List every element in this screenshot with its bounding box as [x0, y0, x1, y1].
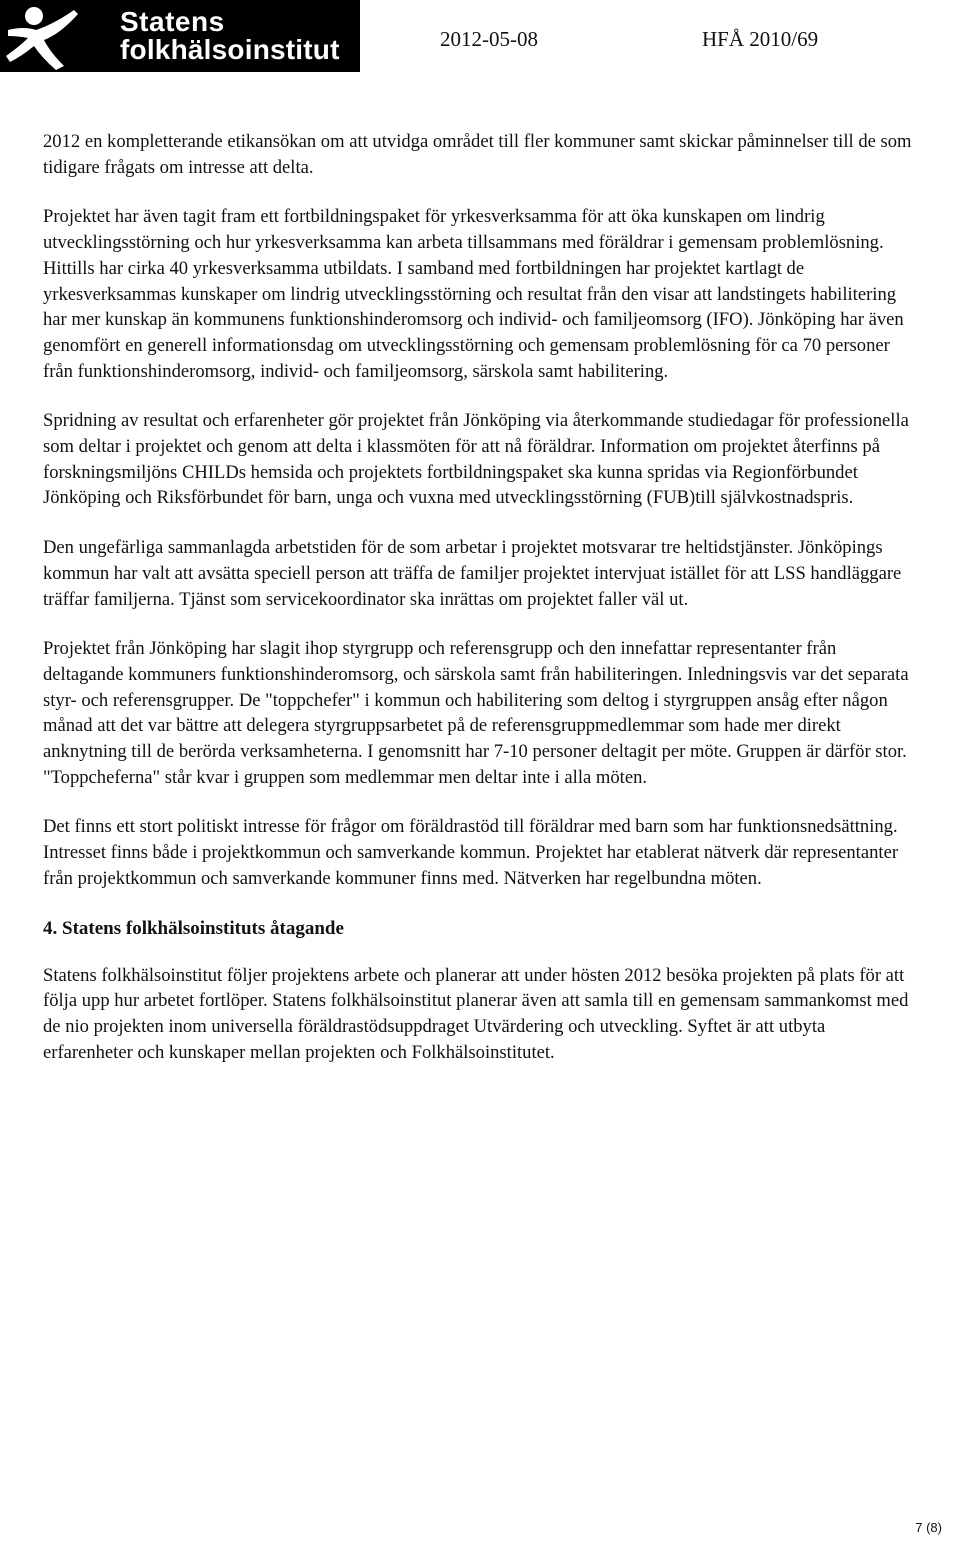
- logo-line-2: folkhälsoinstitut: [120, 34, 340, 65]
- document-reference: HFÅ 2010/69: [702, 27, 819, 51]
- body-paragraph-5: Projektet från Jönköping har slagit ihop styrgrupp och referensgrupp och den innefattar representanter från deltagande kommuners funktionshinderomsorg, och särskola samt från habiliteringen. Inledningsvis var det separata styr- och referensgrupper. De "toppchefer" i kommun och habilitering som deltog i styrgruppen ansåg efter någon månad att det var bättre att delegera styrgruppsarbetet på de referensgruppmedlemmar som hade mer direkt anknytning till de berörda verksamheterna. I genomsnitt har 7-10 personer deltagit per möte. Gruppen är därför stor. "Toppcheferna" står kvar i gruppen som medlemmar men deltar inte i alla möten.: [43, 638, 909, 788]
- body-paragraph-4: Den ungefärliga sammanlagda arbetstiden för de som arbetar i projektet motsvarar tre heltidstjänster. Jönköpings kommun har valt att avsätta speciell person att träffa de familjer projektet intervjuat istället för att LSS handläggare träffar familjerna. Tjänst som servicekoordinator ska inrättas om projektet faller väl ut.: [43, 537, 902, 610]
- section-heading: 4. Statens folkhälsoinstituts åtagande: [43, 917, 344, 939]
- body-paragraph-6: Det finns ett stort politiskt intresse för frågor om föräldrastöd till föräldrar med barn som har funktionsnedsättning. Intresset finns både i projektkommun och samverkande kommun. Projektet har etablerat nätverk där representanter från projektkommun och samverkande kommuner finns med. Nätverken har regelbundna möten.: [43, 816, 899, 889]
- logo-line-1: Statens: [120, 6, 225, 37]
- agency-logo: [0, 0, 360, 72]
- figure-logo-icon: [0, 0, 110, 72]
- body-paragraph-3: Spridning av resultat och erfarenheter gör projektet från Jönköping via återkommande studiedagar för professionella som deltar i projektet och genom att delta i klassmöten för att nå föräldrar. Information om projektet återfinns på forskningsmiljöns CHILDs hemsida och projektets fortbildningspaket ska kunna spridas via Regionförbundet Jönköping och Riksförbundet för barn, unga och vuxna med utvecklingsstörning (FUB)till självkostnadspris.: [43, 410, 909, 509]
- page-number: 7 (8): [915, 1520, 942, 1535]
- logo-wordmark: [110, 8, 340, 64]
- document-date: 2012-05-08: [440, 27, 538, 51]
- document-body: [43, 129, 913, 1089]
- body-paragraph-2: Projektet har även tagit fram ett fortbildningspaket för yrkesverksamma för att öka kunskapen om lindrig utvecklingsstörning och hur yrkesverksamma kan arbeta tillsammans med föräldrar i gemensam problemlösning. Hittills har cirka 40 yrkesverksamma utbildats. I samband med fortbildningen har projektet kartlagt de yrkesverksammas kunskaper om lindrig utvecklingsstörning och resultat från den visar att landstingets habilitering har mer kunskap än kommunens funktionshinderomsorg och individ- och familjeomsorg (IFO). Jönköping har även genomfört en generell informationsdag om utvecklingsstörning och gemensam problemlösning för ca 70 personer från funktionshinderomsorg, individ- och familjeomsorg, särskola samt habilitering.: [43, 206, 904, 382]
- section-paragraph: Statens folkhälsoinstitut följer projektens arbete och planerar att under hösten 2012 besöka projekten på plats för att följa upp hur arbetet fortlöper. Statens folkhälsoinstitut planerar även att samla till en gemensam sammankomst med de nio projekten inom universella föräldrastödsuppdraget Utvärdering och utveckling. Syftet är att utbyta erfarenheter och kunskaper mellan projekten och Folkhälsoinstitutet.: [43, 964, 909, 1063]
- body-paragraph-1: 2012 en kompletterande etikansökan om att utvidga området till fler kommuner samt skickar påminnelser till de som tidigare frågats om intresse att delta.: [43, 131, 912, 178]
